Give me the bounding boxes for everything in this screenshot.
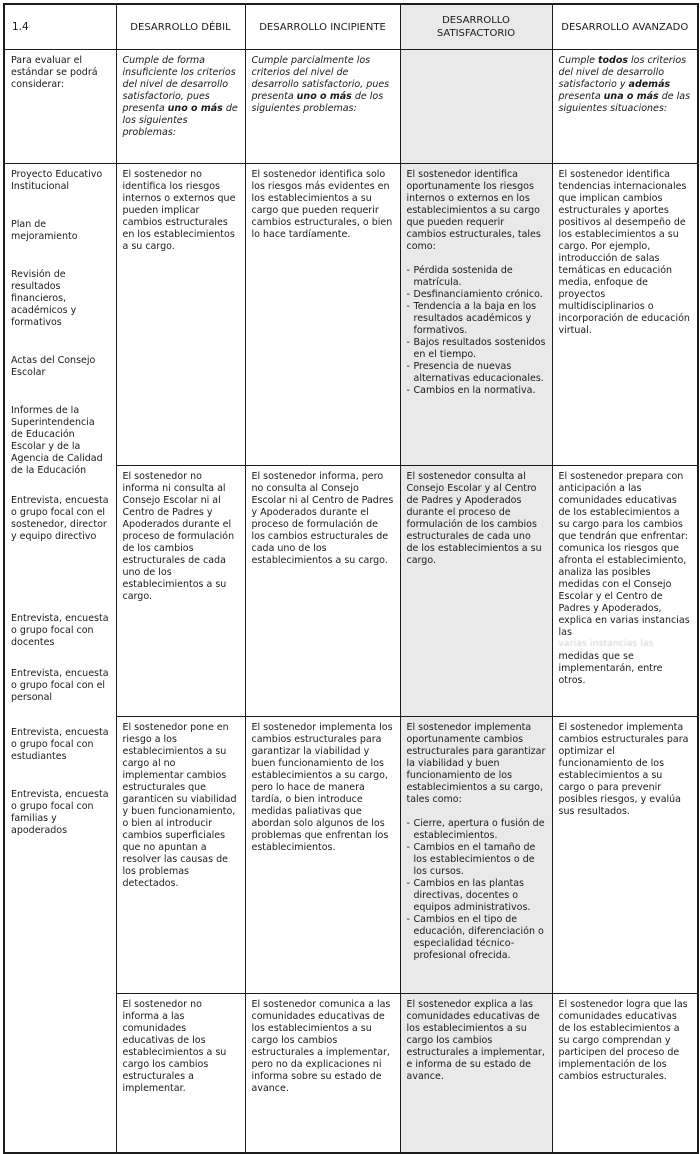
col-header-satisfactorio: DESARROLLO SATISFACTORIO xyxy=(400,4,552,50)
cell-r2-avanzado xyxy=(552,466,698,717)
criteria-satisfactorio-cell-empty xyxy=(400,50,552,164)
criteria-incipiente-text: Cumple parcialmente los criterios del nivel de desarrollo satisfactorio, pues presenta xyxy=(251,55,390,102)
list-item xyxy=(407,385,546,397)
cell-r1-satisfactorio xyxy=(400,164,552,466)
dash-icon: - xyxy=(406,337,410,348)
criteria-avanzado-bold-unaomas: una o más xyxy=(603,91,659,102)
criteria-debil-cell xyxy=(116,50,245,164)
criteria-avanzado-text-3: presenta xyxy=(558,91,604,102)
header-row xyxy=(4,4,698,50)
evidence-sources-cell xyxy=(4,164,116,1154)
list-item-text: Desfinanciamiento crónico. xyxy=(413,289,543,300)
list-item xyxy=(407,878,546,914)
list-item-text: Cambios en la normativa. xyxy=(413,385,536,396)
list-item xyxy=(407,361,546,385)
dash-icon: - xyxy=(406,818,410,829)
cell-r3-satisfactorio-intro: El sostenedor implementa oportunamente cambios estructurales para garantizar la viabilidad y buen funcionamiento de los establecimientos a su cargo, tales como: xyxy=(406,722,546,805)
list-item-text: Cambios en el tipo de educación, diferenciación o especialidad técnico-profesional ofrecida. xyxy=(413,914,544,961)
dash-icon: - xyxy=(406,385,410,396)
cell-r2-avanzado-text-2: medidas que se implementarán, entre otros. xyxy=(558,651,663,686)
list-item xyxy=(407,265,546,289)
dash-icon: - xyxy=(406,301,410,312)
rubric-table xyxy=(3,3,699,1154)
source-item: Entrevista, encuesta o grupo focal con docentes xyxy=(11,613,109,648)
cell-r4-satisfactorio: El sostenedor explica a las comunidades educativas de los establecimientos a su cargo los cambios estructurales a implementar, e informa de su estado de avance. xyxy=(400,994,552,1154)
list-item xyxy=(407,301,546,337)
dash-icon: - xyxy=(406,914,410,925)
criteria-intro-text: Para evaluar el estándar se podrá considerar: xyxy=(11,55,98,90)
dash-icon: - xyxy=(406,878,410,889)
list-item xyxy=(407,289,546,301)
source-item: Informes de la Superintendencia de Educación Escolar y de la Agencia de Calidad de la Educación xyxy=(11,405,103,476)
list-item-text: Cierre, apertura o fusión de establecimientos. xyxy=(413,818,545,841)
source-item: Entrevista, encuesta o grupo focal con el sostenedor, director y equipo directivo xyxy=(11,495,109,542)
criteria-avanzado-cell xyxy=(552,50,698,164)
list-item-text: Cambios en las plantas directivas, docentes o equipos administrativos. xyxy=(413,878,531,913)
cell-r1-avanzado: El sostenedor identifica tendencias internacionales que implican cambios estructurales y aportes positivos al desempeño de los establecimientos a su cargo. Por ejemplo, introducción de salas temáticas en educación media, enfoque de proyectos multidisciplinarios o incorporación de educación virtual. xyxy=(552,164,698,466)
criteria-debil-text: Cumple de forma insuficiente los criterios del nivel de desarrollo satisfactorio, pues presenta xyxy=(122,55,236,114)
cell-r3-avanzado: El sostenedor implementa cambios estructurales para optimizar el funcionamiento de los establecimientos a su cargo o para prevenir posibles riesgos, y evalúa sus resultados. xyxy=(552,717,698,994)
dash-icon: - xyxy=(406,289,410,300)
cell-r1-debil: El sostenedor no identifica los riesgos internos o externos que pueden implicar cambios estructurales en los establecimientos a su cargo. xyxy=(116,164,245,466)
standard-id: 1.4 xyxy=(4,4,116,50)
criteria-incipiente-bold: uno o más xyxy=(296,91,352,102)
list-item xyxy=(407,337,546,361)
list-item xyxy=(407,842,546,878)
criteria-avanzado-bold-ademas: además xyxy=(628,79,671,90)
dash-icon: - xyxy=(406,361,410,372)
cell-r3-debil: El sostenedor pone en riesgo a los establecimientos a su cargo al no implementar cambios estructurales que garanticen su viabilidad y buen funcionamiento, o bien al introducir cambios superficiales que no apuntan a resolver las causas de los problemas detectados. xyxy=(116,717,245,994)
criteria-incipiente-text-2: de los siguientes problemas: xyxy=(251,91,384,114)
cell-r1-satisfactorio-list xyxy=(407,265,546,397)
criteria-intro-cell xyxy=(4,50,116,164)
source-item: Entrevista, encuesta o grupo focal con el personal xyxy=(11,668,109,703)
source-item: Entrevista, encuesta o grupo focal con familias y apoderados xyxy=(11,789,109,836)
cell-r1-incipiente: El sostenedor identifica solo los riesgos más evidentes en los establecimientos a su cargo que pueden requerir cambios estructurales, o bien lo hace tardíamente. xyxy=(245,164,400,466)
criteria-avanzado-bold-todos: todos xyxy=(597,55,629,66)
cell-r4-incipiente: El sostenedor comunica a las comunidades educativas de los establecimientos a su cargo los cambios estructurales a implementar, pero no da explicaciones ni informa sobre su estado de avance. xyxy=(245,994,400,1154)
dash-icon: - xyxy=(406,265,410,276)
criteria-avanzado-text: Cumple xyxy=(558,55,598,66)
rubric-page xyxy=(3,3,699,1154)
list-item-text: Bajos resultados sostenidos en el tiempo. xyxy=(413,337,546,360)
list-item-text: Cambios en el tamaño de los establecimientos o de los cursos. xyxy=(413,842,536,877)
criteria-incipiente-cell xyxy=(245,50,400,164)
criteria-debil-text-2: de los siguientes problemas: xyxy=(122,103,238,138)
criteria-row xyxy=(4,50,698,164)
criteria-avanzado-text-4: de las siguientes situaciones: xyxy=(558,91,691,114)
cell-r3-incipiente: El sostenedor implementa los cambios estructurales para garantizar la viabilidad y buen funcionamiento de los establecimientos a su cargo, pero lo hace de manera tardía, o bien introduce medidas paliativas que abordan solo algunos de los problemas que enfrentan los establecimientos. xyxy=(245,717,400,994)
dash-icon: - xyxy=(406,842,410,853)
source-item: Actas del Consejo Escolar xyxy=(11,355,96,378)
cell-r2-incipiente: El sostenedor informa, pero no consulta al Consejo Escolar ni al Centro de Padres y Apoderados durante el proceso de formulación de los cambios estructurales de cada uno de los establecimientos a su cargo. xyxy=(245,466,400,717)
col-header-debil: DESARROLLO DÉBIL xyxy=(116,4,245,50)
col-header-avanzado: DESARROLLO AVANZADO xyxy=(552,4,698,50)
criteria-debil-bold: uno o más xyxy=(167,103,223,114)
cell-r3-satisfactorio-list xyxy=(407,818,546,962)
col-header-incipiente: DESARROLLO INCIPIENTE xyxy=(245,4,400,50)
source-item: Entrevista, encuesta o grupo focal con estudiantes xyxy=(11,727,109,762)
cell-r2-satisfactorio: El sostenedor consulta al Consejo Escolar y al Centro de Padres y Apoderados durante el proceso de formulación de los cambios estructurales de cada uno de los establecimientos a su cargo. xyxy=(400,466,552,717)
cell-r4-avanzado: El sostenedor logra que las comunidades educativas de los establecimientos a su cargo comprendan y participen del proceso de implementación de los cambios estructurales. xyxy=(552,994,698,1154)
criteria-avanzado-text-2: los criterios del nivel de desarrollo satisfactorio y xyxy=(558,55,687,90)
body-row-1 xyxy=(4,164,698,466)
list-item-text: Presencia de nuevas alternativas educacionales. xyxy=(413,361,544,384)
cell-r3-satisfactorio xyxy=(400,717,552,994)
source-item: Revisión de resultados financieros, académicos y formativos xyxy=(11,269,77,328)
ghost-artifact-text: varias instancias las xyxy=(558,639,654,649)
cell-r2-debil: El sostenedor no informa ni consulta al Consejo Escolar ni al Centro de Padres y Apoderados durante el proceso de formulación de los cambios estructurales de cada uno de los establecimientos a su cargo. xyxy=(116,466,245,717)
list-item-text: Pérdida sostenida de matrícula. xyxy=(413,265,513,288)
source-item: Proyecto Educativo Institucional xyxy=(11,169,103,192)
list-item-text: Tendencia a la baja en los resultados académicos y formativos. xyxy=(413,301,537,336)
list-item xyxy=(407,914,546,962)
list-item xyxy=(407,818,546,842)
cell-r2-avanzado-text: El sostenedor prepara con anticipación a las comunidades educativas de los establecimientos a su cargo para los cambios que tendrán que enfrentar: comunica los riesgos que afronta el establecimiento, analiza las posibles medidas con el Consejo Escolar y el Centro de Padres y Apoderados, explica en varias instancias las xyxy=(558,471,690,638)
cell-r1-satisfactorio-intro: El sostenedor identifica oportunamente los riesgos internos o externos en los establecimientos a su cargo que pueden requerir cambios estructurales, tales como: xyxy=(406,169,541,252)
cell-r4-debil: El sostenedor no informa a las comunidades educativas de los establecimientos a su cargo los cambios estructurales a implementar. xyxy=(116,994,245,1154)
source-item: Plan de mejoramiento xyxy=(11,219,78,242)
